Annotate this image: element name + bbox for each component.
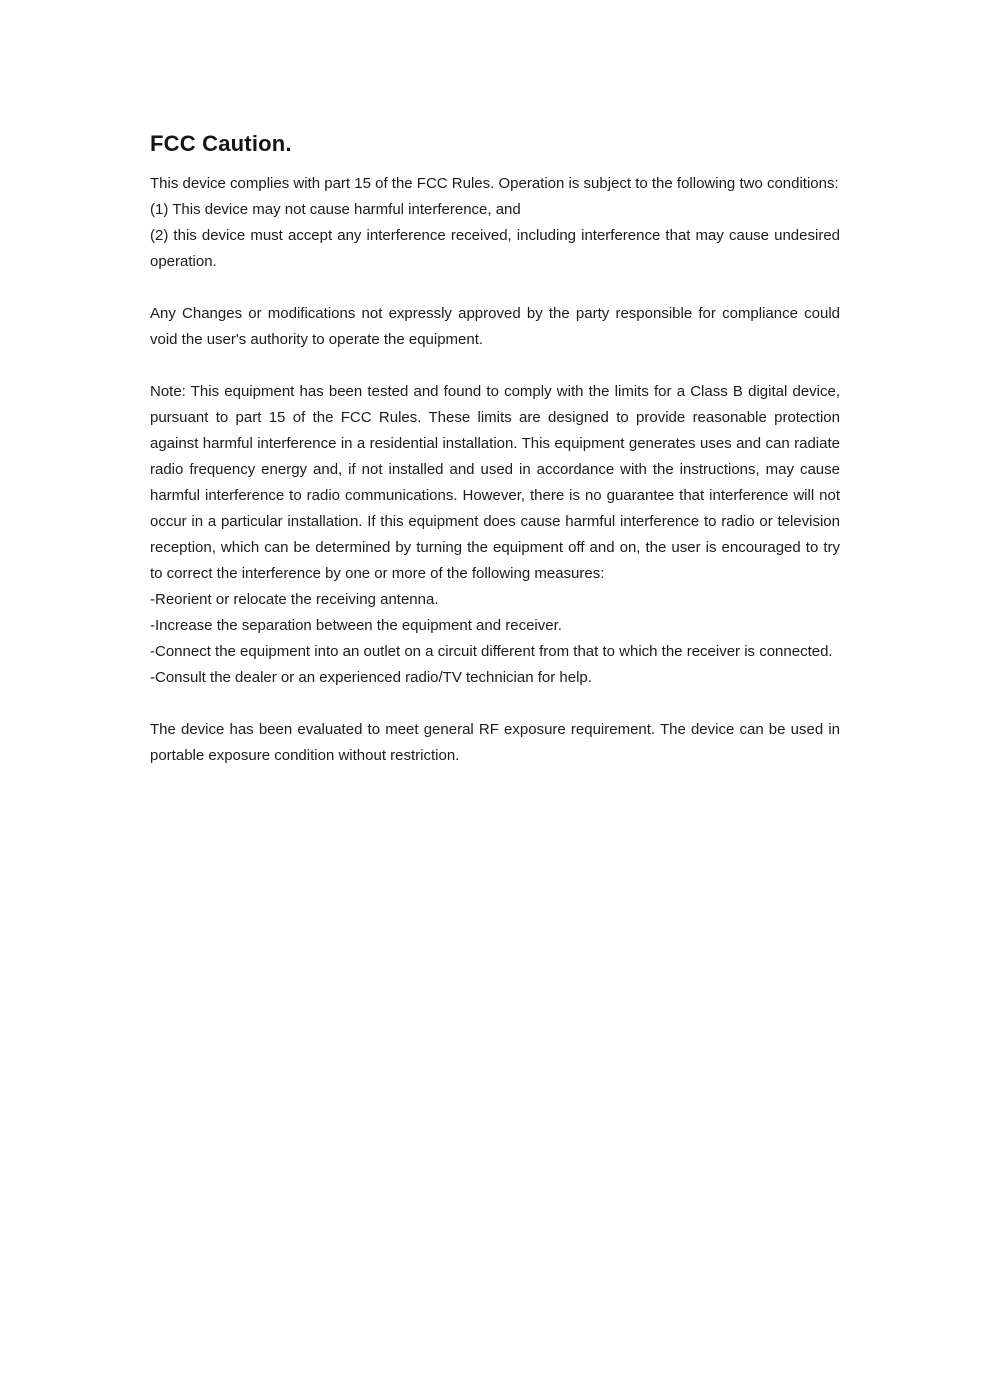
measure-reorient-antenna: -Reorient or relocate the receiving antenna.: [150, 591, 439, 608]
page-title: FCC Caution.: [150, 131, 292, 156]
measure-increase-separation: -Increase the separation between the equipment and receiver.: [150, 617, 562, 634]
paragraph-condition-2: (2) this device must accept any interference received, including interference that may cause undesired operation.: [150, 227, 840, 270]
document-page: [150, 130, 840, 769]
measure-consult-dealer: -Consult the dealer or an experienced radio/TV technician for help.: [150, 669, 592, 686]
measure-connect-outlet: -Connect the equipment into an outlet on a circuit different from that to which the receiver is connected.: [150, 643, 833, 660]
paragraph-spacer: [150, 691, 840, 717]
paragraph-condition-1: (1) This device may not cause harmful interference, and: [150, 201, 521, 218]
paragraph-spacer: [150, 353, 840, 379]
paragraph-class-b-note: Note: This equipment has been tested and found to comply with the limits for a Class B digital device, pursuant to part 15 of the FCC Rules. These limits are designed to provide reasonable protection against harmful interference in a residential installation. This equipment generates uses and can radiate radio frequency energy and, if not installed and used in accordance with the instructions, may cause harmful interference to radio communications. However, there is no guarantee that interference will not occur in a particular installation. If this equipment does cause harmful interference to radio or television reception, which can be determined by turning the equipment off and on, the user is encouraged to try to correct the interference by one or more of the following measures:: [150, 383, 840, 582]
paragraph-spacer: [150, 275, 840, 301]
paragraph-compliance-statement: This device complies with part 15 of the FCC Rules. Operation is subject to the following two conditions:: [150, 175, 839, 192]
paragraph-modifications-warning: Any Changes or modifications not expressly approved by the party responsible for compliance could void the user's authority to operate the equipment.: [150, 305, 840, 348]
paragraph-rf-exposure: The device has been evaluated to meet general RF exposure requirement. The device can be used in portable exposure condition without restriction.: [150, 721, 840, 764]
